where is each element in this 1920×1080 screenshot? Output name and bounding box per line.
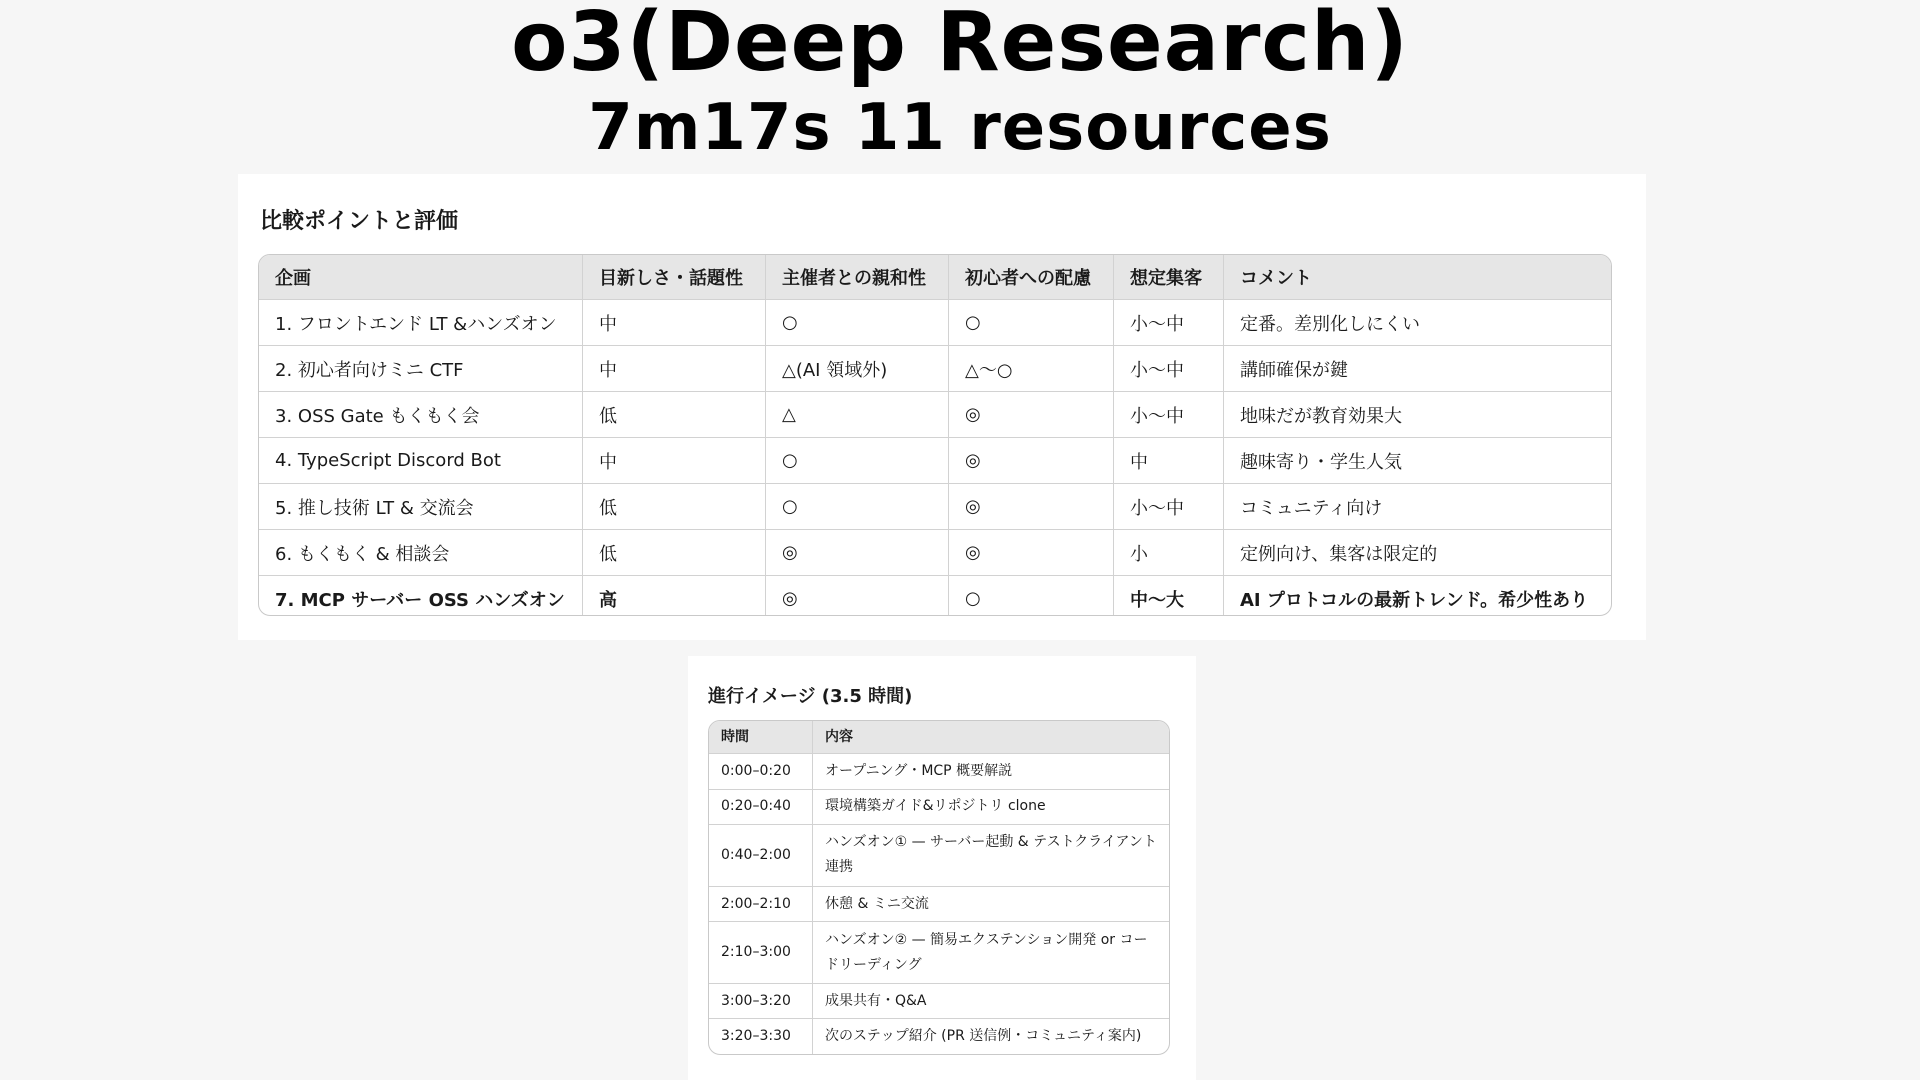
table-cell: 低 [583, 392, 766, 438]
table-cell: 5. 推し技術 LT & 交流会 [259, 484, 583, 530]
content-cell: ハンズオン② — 簡易エクステンション開発 or コードリーディング [813, 922, 1169, 984]
content-cell: 成果共有・Q&A [813, 984, 1169, 1020]
table-row [709, 754, 1169, 790]
table-cell: 3. OSS Gate もくもく会 [259, 392, 583, 438]
table-cell: 小〜中 [1114, 300, 1224, 346]
table-row [709, 984, 1169, 1020]
table-cell: 2. 初心者向けミニ CTF [259, 346, 583, 392]
table-cell: 中 [583, 438, 766, 484]
table-row [259, 392, 1611, 438]
table-cell: ◎ [949, 392, 1114, 438]
time-cell: 2:00–2:10 [709, 887, 813, 923]
table-row [259, 530, 1611, 576]
column-header: コメント [1224, 255, 1611, 300]
time-cell: 3:00–3:20 [709, 984, 813, 1020]
table-cell: 6. もくもく & 相談会 [259, 530, 583, 576]
table-cell: コミュニティ向け [1224, 484, 1611, 530]
table-cell: 中 [583, 346, 766, 392]
table-cell: 定番。差別化しにくい [1224, 300, 1611, 346]
table-cell: ○ [766, 484, 949, 530]
time-cell: 0:40–2:00 [709, 825, 813, 887]
table-cell: ◎ [949, 484, 1114, 530]
column-header: 目新しさ・話題性 [583, 255, 766, 300]
table-cell: 定例向け、集客は限定的 [1224, 530, 1611, 576]
table-cell: △〜○ [949, 346, 1114, 392]
schedule-header-row [709, 721, 1169, 754]
table-cell: ◎ [949, 530, 1114, 576]
table-cell: 7. MCP サーバー OSS ハンズオン [259, 576, 583, 616]
comparison-table [259, 255, 1611, 616]
table-cell: 講師確保が鍵 [1224, 346, 1611, 392]
comparison-table-frame [258, 254, 1612, 616]
table-cell: ○ [949, 300, 1114, 346]
table-cell: 小〜中 [1114, 392, 1224, 438]
table-cell: 地味だが教育効果大 [1224, 392, 1611, 438]
content-cell: ハンズオン① — サーバー起動 & テストクライアント連携 [813, 825, 1169, 887]
table-row [709, 790, 1169, 826]
time-cell: 3:20–3:30 [709, 1019, 813, 1054]
comparison-card [238, 174, 1646, 640]
column-header: 企画 [259, 255, 583, 300]
table-cell: ○ [766, 300, 949, 346]
table-cell: 高 [583, 576, 766, 616]
table-cell: 4. TypeScript Discord Bot [259, 438, 583, 484]
time-cell: 0:20–0:40 [709, 790, 813, 826]
schedule-table-frame [708, 720, 1170, 1055]
slide-subtitle: 7m17s 11 resources [588, 91, 1332, 165]
table-cell: △ [766, 392, 949, 438]
table-row-highlighted [259, 576, 1611, 616]
table-cell: ○ [766, 438, 949, 484]
table-cell: 中〜大 [1114, 576, 1224, 616]
slide-title: o3(Deep Research) [511, 0, 1409, 90]
column-header: 初心者への配慮 [949, 255, 1114, 300]
table-cell: 1. フロントエンド LT &ハンズオン [259, 300, 583, 346]
table-row [259, 438, 1611, 484]
content-cell: 休憩 & ミニ交流 [813, 887, 1169, 923]
table-row [259, 346, 1611, 392]
column-header: 内容 [813, 721, 1169, 754]
table-cell: 小 [1114, 530, 1224, 576]
time-cell: 2:10–3:00 [709, 922, 813, 984]
table-cell: 小〜中 [1114, 346, 1224, 392]
table-cell: ◎ [949, 438, 1114, 484]
table-cell: AI プロトコルの最新トレンド。希少性あり [1240, 589, 1589, 611]
comparison-header-row [259, 255, 1611, 300]
comparison-heading: 比較ポイントと評価 [260, 209, 459, 234]
table-cell: 小〜中 [1114, 484, 1224, 530]
table-row [259, 484, 1611, 530]
table-row [709, 922, 1169, 984]
table-cell: ○ [949, 576, 1114, 616]
table-cell: 中 [583, 300, 766, 346]
table-row [709, 825, 1169, 887]
table-cell: ◎ [766, 530, 949, 576]
table-cell: 中 [1114, 438, 1224, 484]
table-cell: 趣味寄り・学生人気 [1224, 438, 1611, 484]
table-cell: 低 [583, 530, 766, 576]
table-row [709, 887, 1169, 923]
content-cell: 環境構築ガイド&リポジトリ clone [813, 790, 1169, 826]
table-cell: △(AI 領域外) [766, 346, 949, 392]
table-row [709, 1019, 1169, 1054]
column-header: 主催者との親和性 [766, 255, 949, 300]
schedule-heading: 進行イメージ (3.5 時間) [708, 686, 913, 707]
column-header: 時間 [709, 721, 813, 754]
schedule-card [688, 656, 1196, 1080]
content-cell: オープニング・MCP 概要解説 [813, 754, 1169, 790]
schedule-table [709, 721, 1169, 1054]
table-cell: 低 [583, 484, 766, 530]
content-cell: 次のステップ紹介 (PR 送信例・コミュニティ案内) [825, 1028, 1142, 1045]
table-row [259, 300, 1611, 346]
time-cell: 0:00–0:20 [709, 754, 813, 790]
table-cell: ◎ [766, 576, 949, 616]
column-header: 想定集客 [1114, 255, 1224, 300]
